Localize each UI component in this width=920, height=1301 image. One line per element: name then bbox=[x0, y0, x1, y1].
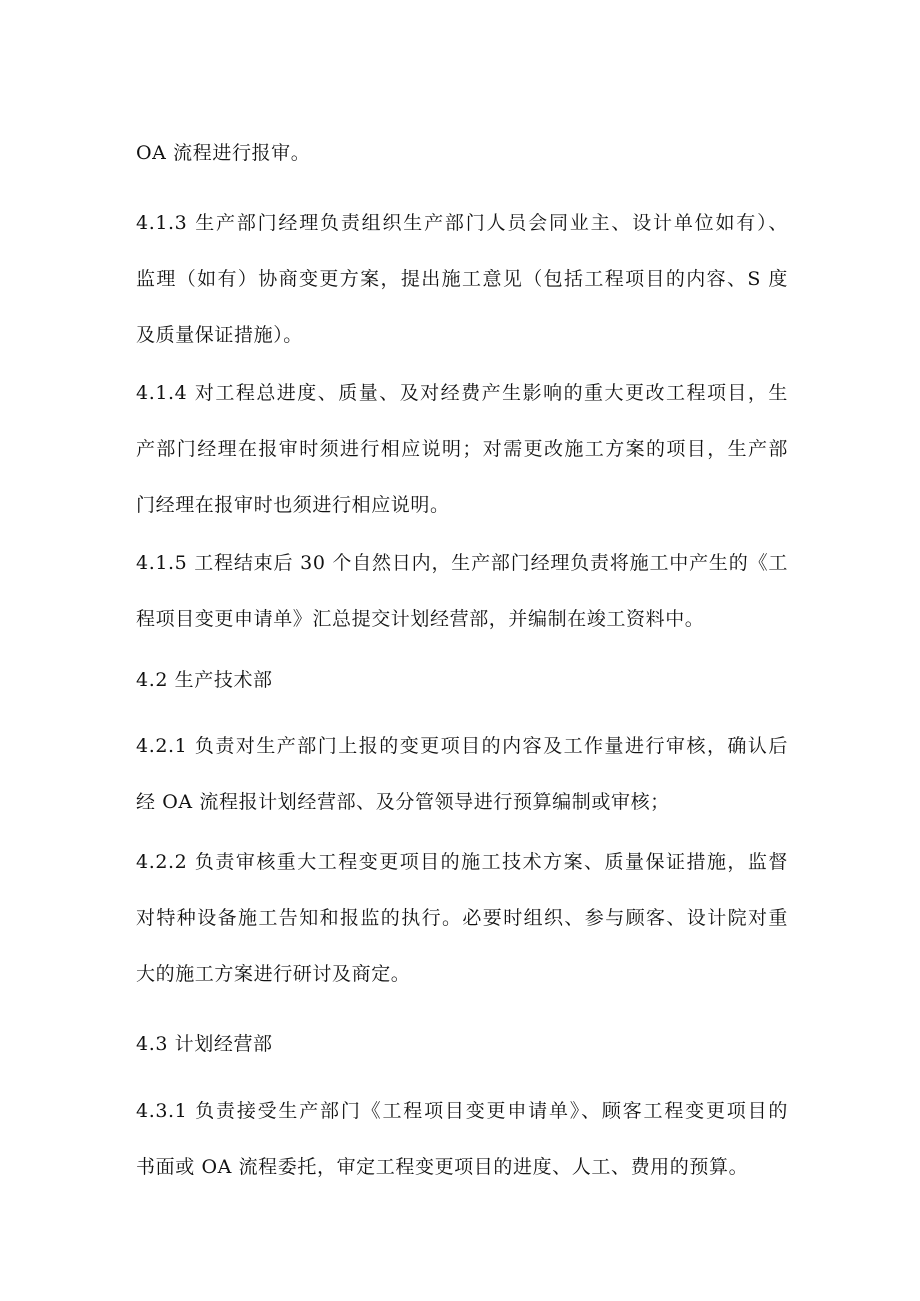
paragraph-oa-review bbox=[136, 125, 788, 181]
text-line: 书面或 OA 流程委托，审定工程变更项目的进度、人工、费用的预算。 bbox=[136, 1156, 749, 1178]
paragraph-4-3-1 bbox=[136, 1083, 788, 1195]
text-line: 4.3.1 负责接受生产部门《工程项目变更申请单》、顾客工程变更项目的 bbox=[136, 1100, 788, 1122]
text-line: 4.1.5 工程结束后 30 个自然日内，生产部门经理负责将施工中产生的《工 bbox=[136, 552, 788, 574]
paragraph-4-1-4 bbox=[136, 365, 788, 533]
text-line: 4.2.2 负责审核重大工程变更项目的施工技术方案、质量保证措施，监督 bbox=[136, 851, 788, 873]
text-line: OA 流程进行报审。 bbox=[136, 142, 311, 164]
text-line: 门经理在报审时也须进行相应说明。 bbox=[136, 494, 450, 516]
text-line: 监理（如有）协商变更方案，提出施工意见（包括工程项目的内容、S 度 bbox=[136, 268, 788, 290]
text-line: 4.1.3 生产部门经理负责组织生产部门人员会同业主、设计单位如有）、 bbox=[136, 212, 788, 234]
heading-4-2 bbox=[136, 652, 788, 708]
text-line: 大的施工方案进行研讨及商定。 bbox=[136, 963, 411, 985]
text-line: 经 OA 流程报计划经营部、及分管领导进行预算编制或审核； bbox=[136, 791, 670, 813]
paragraph-4-2-1 bbox=[136, 718, 788, 830]
text-line: 产部门经理在报审时须进行相应说明；对需更改施工方案的项目，生产部 bbox=[136, 438, 788, 460]
text-line: 及质量保证措施）。 bbox=[136, 324, 303, 346]
heading-4-3 bbox=[136, 1016, 788, 1072]
paragraph-4-1-5 bbox=[136, 535, 788, 647]
section-heading: 4.3 计划经营部 bbox=[136, 1033, 273, 1055]
section-heading: 4.2 生产技术部 bbox=[136, 669, 273, 691]
text-line: 4.1.4 对工程总进度、质量、及对经费产生影响的重大更改工程项目，生 bbox=[136, 382, 788, 404]
text-line: 4.2.1 负责对生产部门上报的变更项目的内容及工作量进行审核，确认后 bbox=[136, 735, 788, 757]
paragraph-4-1-3 bbox=[136, 195, 788, 363]
text-line: 程项目变更申请单》汇总提交计划经营部，并编制在竣工资料中。 bbox=[136, 608, 705, 630]
text-line: 对特种设备施工告知和报监的执行。必要时组织、参与顾客、设计院对重 bbox=[136, 907, 788, 929]
paragraph-4-2-2 bbox=[136, 834, 788, 1002]
